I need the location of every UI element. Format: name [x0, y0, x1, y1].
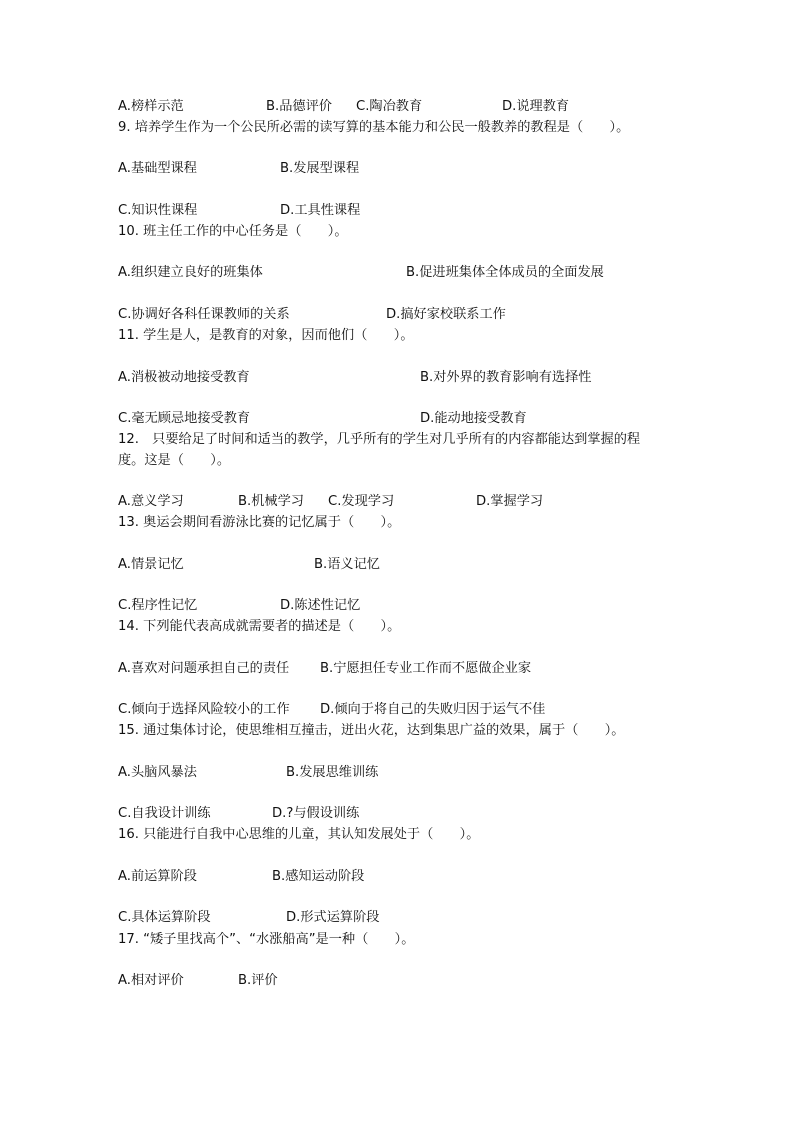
question-13: 13. 奥运会期间看游泳比赛的记忆属于（ ）。 — [118, 515, 401, 530]
q17-option-b: B.评价 — [238, 973, 278, 988]
q8-option-c: C.陶冶教育 — [356, 99, 423, 114]
q11-option-c: C.毫无顾忌地接受教育 — [118, 411, 251, 426]
question-11: 11. 学生是人，是教育的对象，因而他们（ ）。 — [118, 328, 414, 343]
q11-option-a: A.消极被动地接受教育 — [118, 370, 250, 385]
q10-option-d: D.搞好家校联系工作 — [386, 307, 506, 322]
q12-option-d: D.掌握学习 — [476, 494, 544, 509]
question-15: 15. 通过集体讨论，使思维相互撞击，迸出火花，达到集思广益的效果，属于（ ）。 — [118, 723, 625, 738]
q12-option-c: C.发现学习 — [328, 494, 395, 509]
q10-option-b: B.促进班集体全体成员的全面发展 — [406, 265, 604, 280]
q16-option-a: A.前运算阶段 — [118, 869, 197, 884]
q14-option-b: B.宁愿担任专业工作而不愿做企业家 — [320, 661, 532, 676]
question-12-line-1: 12. 只要给足了时间和适当的教学，几乎所有的学生对几乎所有的内容都能达到掌握的程 — [118, 432, 641, 447]
q11-option-d: D.能动地接受教育 — [420, 411, 527, 426]
q13-option-b: B.语义记忆 — [314, 557, 380, 572]
q9-option-d: D.工具性课程 — [280, 203, 361, 218]
q10-option-c: C.协调好各科任课教师的关系 — [118, 307, 290, 322]
question-16: 16. 只能进行自我中心思维的儿童，其认知发展处于（ ）。 — [118, 827, 480, 842]
q15-option-a: A.头脑风暴法 — [118, 765, 197, 780]
question-9: 9. 培养学生作为一个公民所必需的读写算的基本能力和公民一般教养的教程是（ ）。 — [118, 120, 630, 135]
q16-option-d: D.形式运算阶段 — [286, 910, 380, 925]
q13-option-c: C.程序性记忆 — [118, 598, 198, 613]
q9-option-c: C.知识性课程 — [118, 203, 198, 218]
q15-option-d: D.?与假设训练 — [272, 806, 360, 821]
q10-option-a: A.组织建立良好的班集体 — [118, 265, 263, 280]
question-17: 17. “矮子里找高个”、“水涨船高”是一种（ ）。 — [118, 932, 415, 947]
q15-option-c: C.自我设计训练 — [118, 806, 211, 821]
q16-option-c: C.具体运算阶段 — [118, 910, 211, 925]
q9-option-b: B.发展型课程 — [280, 161, 360, 176]
question-14: 14. 下列能代表高成就需要者的描述是（ ）。 — [118, 619, 401, 634]
q8-option-b: B.品德评价 — [266, 99, 332, 114]
q14-option-c: C.倾向于选择风险较小的工作 — [118, 702, 290, 717]
question-10: 10. 班主任工作的中心任务是（ ）。 — [118, 224, 348, 239]
q16-option-b: B.感知运动阶段 — [272, 869, 365, 884]
q13-option-d: D.陈述性记忆 — [280, 598, 361, 613]
q17-option-a: A.相对评价 — [118, 973, 184, 988]
q14-option-d: D.倾向于将自己的失败归因于运气不佳 — [320, 702, 546, 717]
q12-option-b: B.机械学习 — [238, 494, 304, 509]
question-12-line-2: 度。这是（ ）。 — [118, 453, 231, 468]
q14-option-a: A.喜欢对问题承担自己的责任 — [118, 661, 290, 676]
q13-option-a: A.情景记忆 — [118, 557, 184, 572]
q12-option-a: A.意义学习 — [118, 494, 184, 509]
q11-option-b: B.对外界的教育影响有选择性 — [420, 370, 592, 385]
q8-option-d: D.说理教育 — [502, 99, 570, 114]
q8-option-a: A.榜样示范 — [118, 99, 184, 114]
q9-option-a: A.基础型课程 — [118, 161, 197, 176]
q15-option-b: B.发展思维训练 — [286, 765, 379, 780]
